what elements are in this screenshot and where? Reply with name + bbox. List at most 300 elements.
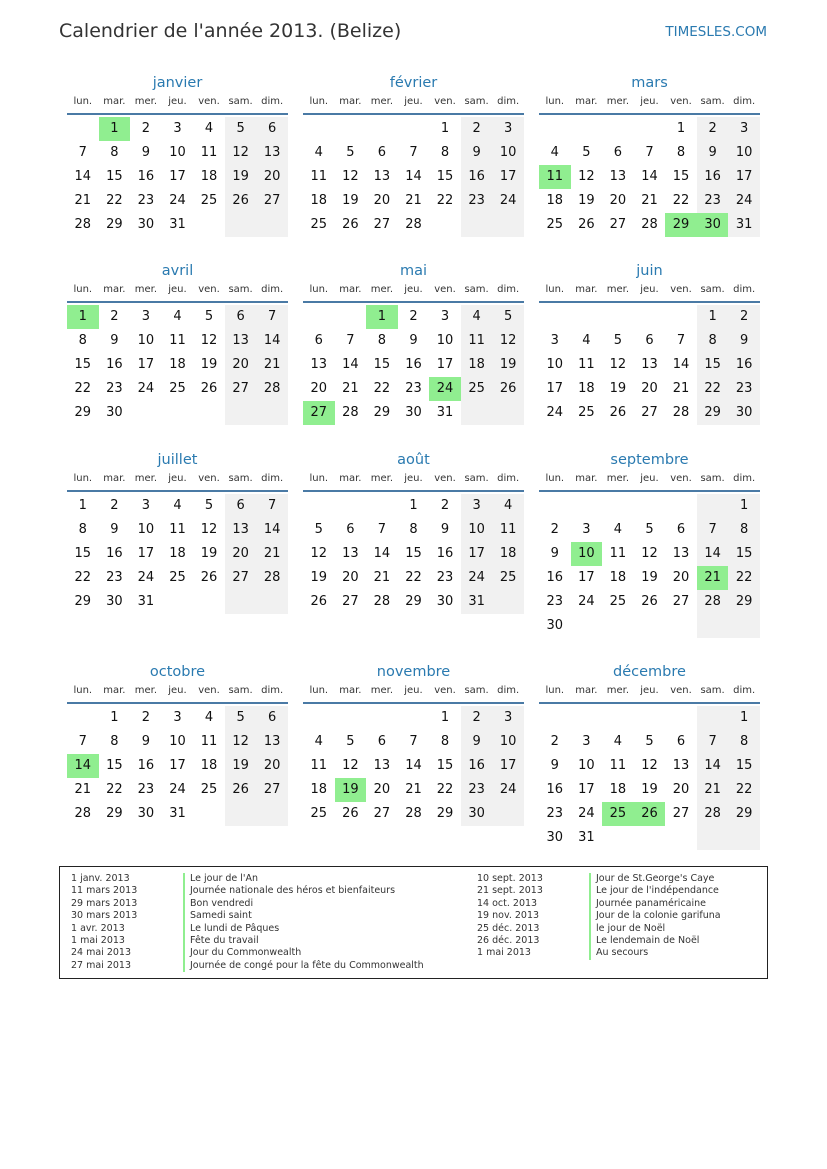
day-cell: 27 — [672, 594, 690, 609]
empty-cell — [492, 802, 524, 826]
day-cell: 23 — [461, 189, 493, 213]
day-cell: 6 — [225, 305, 257, 329]
day-cell: 23 — [546, 594, 564, 609]
day-cell: 4 — [314, 734, 323, 749]
weekday-header — [67, 282, 288, 303]
day-cell: 8 — [440, 734, 450, 749]
day-cell: 27 — [342, 594, 359, 609]
day-cell: 23 — [728, 377, 760, 401]
day-cell: 17 — [169, 758, 186, 773]
day-cell: 1 — [440, 710, 450, 725]
day-cell: 5 — [204, 498, 214, 513]
day-cell: 13 — [342, 546, 359, 561]
holiday-row — [477, 910, 721, 922]
day-cell: 4 — [204, 121, 214, 136]
holiday-name: Samedi saint — [183, 910, 252, 922]
month-6 — [67, 449, 288, 614]
day-cell: 6 — [346, 522, 355, 537]
day-cell: 7 — [645, 145, 654, 160]
day-cell: 11 — [169, 333, 186, 348]
day-cell: 15 — [436, 169, 454, 184]
day-cell: 14 — [373, 546, 391, 561]
weekday-label: ven. — [198, 685, 220, 696]
day-cell: 5 — [346, 734, 355, 749]
month-8 — [539, 449, 760, 638]
day-cell: 13 — [373, 169, 391, 184]
holiday-date: 1 avr. 2013 — [71, 922, 125, 934]
empty-cell — [193, 802, 225, 826]
weekday-label: dim. — [261, 96, 284, 107]
day-cell: 20 — [672, 570, 690, 585]
day-grid — [303, 494, 524, 614]
day-cell: 19 — [578, 193, 595, 208]
day-cell: 4 — [613, 522, 623, 537]
day-cell: 24 — [578, 594, 595, 609]
day-cell: 18 — [310, 193, 328, 208]
empty-cell — [634, 706, 666, 730]
day-cell: 5 — [645, 522, 654, 537]
holiday-day-cell: 26 — [634, 802, 666, 826]
day-cell: 20 — [373, 782, 391, 797]
day-cell: 3 — [173, 121, 182, 136]
day-cell: 25 — [578, 405, 595, 420]
day-cell: 5 — [492, 305, 524, 329]
holiday-row — [477, 885, 721, 897]
holiday-row — [477, 898, 721, 910]
holiday-date: 1 mai 2013 — [71, 934, 125, 946]
day-cell: 17 — [436, 357, 454, 372]
weekday-label: jeu. — [640, 685, 659, 696]
day-cell: 1 — [110, 710, 119, 725]
day-cell: 23 — [405, 381, 422, 396]
day-cell: 24 — [169, 782, 186, 797]
weekday-header — [539, 471, 760, 492]
day-cell: 26 — [342, 217, 359, 232]
day-grid — [303, 305, 524, 425]
day-cell: 7 — [377, 522, 387, 537]
weekday-label: sam. — [700, 284, 725, 295]
day-cell: 22 — [74, 570, 92, 585]
day-cell: 15 — [728, 542, 760, 566]
weekday-label: ven. — [670, 685, 692, 696]
day-cell: 20 — [641, 381, 658, 396]
day-cell: 30 — [546, 830, 564, 845]
empty-cell — [665, 706, 697, 730]
empty-cell — [256, 802, 288, 826]
holiday-name: Jour de St.George's Caye — [589, 873, 714, 885]
day-cell: 10 — [492, 141, 524, 165]
day-cell: 12 — [641, 758, 658, 773]
day-cell: 28 — [256, 377, 288, 401]
day-cell: 5 — [225, 117, 257, 141]
weekday-label: mar. — [339, 685, 362, 696]
day-cell: 9 — [110, 522, 119, 537]
empty-cell — [492, 213, 524, 237]
day-cell: 20 — [225, 353, 257, 377]
day-cell: 19 — [609, 381, 627, 396]
day-cell: 2 — [461, 117, 493, 141]
day-cell: 7 — [409, 145, 418, 160]
day-cell: 21 — [405, 782, 422, 797]
day-cell: 13 — [373, 758, 391, 773]
month-5 — [539, 260, 760, 425]
day-cell: 19 — [342, 193, 359, 208]
day-cell: 2 — [550, 522, 559, 537]
day-cell: 2 — [110, 498, 119, 513]
day-cell: 23 — [106, 570, 123, 585]
day-cell: 4 — [461, 305, 493, 329]
day-cell: 22 — [436, 193, 454, 208]
day-cell: 24 — [546, 405, 564, 420]
empty-cell — [130, 401, 162, 425]
day-cell: 1 — [409, 498, 418, 513]
day-cell: 4 — [314, 145, 323, 160]
day-grid — [303, 706, 524, 826]
day-cell: 21 — [405, 193, 422, 208]
day-cell: 22 — [106, 193, 123, 208]
day-cell: 11 — [609, 546, 627, 561]
month-name: mai — [399, 263, 428, 279]
day-cell: 27 — [641, 405, 658, 420]
day-cell: 5 — [582, 145, 591, 160]
empty-cell — [67, 706, 99, 730]
empty-cell — [571, 494, 603, 518]
month-0 — [67, 72, 288, 237]
day-cell: 16 — [137, 169, 155, 184]
day-cell: 25 — [310, 806, 328, 821]
day-cell: 9 — [461, 141, 493, 165]
day-cell: 28 — [697, 802, 729, 826]
weekday-header — [539, 683, 760, 704]
day-cell: 9 — [141, 145, 151, 160]
day-cell: 22 — [436, 782, 454, 797]
empty-cell — [429, 213, 461, 237]
day-cell: 10 — [492, 730, 524, 754]
day-cell: 19 — [641, 570, 658, 585]
day-cell: 22 — [697, 377, 729, 401]
weekday-label: ven. — [198, 284, 220, 295]
holiday-column-2 — [477, 873, 721, 960]
day-cell: 31 — [728, 213, 760, 237]
day-cell: 28 — [697, 590, 729, 614]
day-cell: 4 — [550, 145, 559, 160]
empty-cell — [665, 494, 697, 518]
day-cell: 2 — [409, 309, 418, 324]
day-cell: 29 — [436, 806, 454, 821]
day-cell: 14 — [641, 169, 658, 184]
day-cell: 3 — [492, 706, 524, 730]
holiday-row — [71, 923, 424, 935]
day-cell: 15 — [436, 758, 454, 773]
weekday-label: ven. — [434, 284, 456, 295]
day-cell: 10 — [461, 518, 493, 542]
weekday-label: mar. — [103, 473, 126, 484]
weekday-label: ven. — [198, 96, 220, 107]
empty-cell — [193, 401, 225, 425]
day-cell: 26 — [641, 594, 658, 609]
day-cell: 19 — [225, 165, 257, 189]
holiday-date: 27 mai 2013 — [71, 959, 132, 971]
day-cell: 15 — [728, 754, 760, 778]
day-cell: 17 — [492, 754, 524, 778]
weekday-label: jeu. — [168, 685, 187, 696]
empty-cell — [634, 117, 666, 141]
day-cell: 31 — [461, 590, 493, 614]
day-cell: 9 — [409, 333, 418, 348]
month-2 — [539, 72, 760, 237]
empty-cell — [697, 494, 729, 518]
day-cell: 6 — [377, 734, 387, 749]
holiday-row — [477, 923, 721, 935]
day-cell: 29 — [728, 802, 760, 826]
day-cell: 15 — [405, 546, 422, 561]
day-cell: 8 — [676, 145, 686, 160]
day-cell: 15 — [697, 353, 729, 377]
day-cell: 11 — [578, 357, 595, 372]
empty-cell — [492, 590, 524, 614]
empty-cell — [303, 494, 335, 518]
day-cell: 29 — [728, 590, 760, 614]
day-grid — [539, 706, 760, 850]
day-cell: 3 — [728, 117, 760, 141]
day-cell: 28 — [373, 594, 391, 609]
day-cell: 3 — [440, 309, 450, 324]
day-cell: 21 — [342, 381, 359, 396]
empty-cell — [398, 706, 430, 730]
weekday-label: lun. — [309, 685, 329, 696]
day-cell: 27 — [256, 778, 288, 802]
day-cell: 2 — [461, 706, 493, 730]
day-cell: 29 — [74, 594, 92, 609]
weekday-label: mer. — [606, 96, 630, 107]
day-cell: 4 — [173, 309, 182, 324]
weekday-label: ven. — [434, 473, 456, 484]
day-cell: 6 — [256, 706, 288, 730]
day-cell: 21 — [74, 782, 92, 797]
day-cell: 9 — [110, 333, 119, 348]
weekday-label: sam. — [228, 284, 253, 295]
day-cell: 20 — [373, 193, 391, 208]
day-cell: 30 — [436, 594, 454, 609]
empty-cell — [335, 706, 367, 730]
day-cell: 29 — [106, 217, 123, 232]
day-cell: 16 — [461, 165, 493, 189]
day-cell: 6 — [676, 522, 686, 537]
day-cell: 14 — [256, 329, 288, 353]
day-cell: 24 — [461, 566, 493, 590]
holiday-day-cell: 14 — [67, 754, 99, 778]
weekday-label: jeu. — [404, 473, 423, 484]
holiday-row — [71, 898, 424, 910]
weekday-label: sam. — [700, 473, 725, 484]
weekday-label: sam. — [700, 685, 725, 696]
weekday-label: mar. — [575, 96, 598, 107]
day-cell: 5 — [645, 734, 654, 749]
weekday-label: sam. — [464, 685, 489, 696]
weekday-label: dim. — [261, 473, 284, 484]
day-cell: 8 — [697, 329, 729, 353]
weekday-label: ven. — [670, 284, 692, 295]
empty-cell — [303, 117, 335, 141]
day-cell: 28 — [672, 405, 690, 420]
day-cell: 23 — [697, 189, 729, 213]
weekday-label: mar. — [103, 284, 126, 295]
day-cell: 18 — [310, 782, 328, 797]
day-cell: 17 — [461, 542, 493, 566]
day-cell: 9 — [728, 329, 760, 353]
weekday-label: jeu. — [168, 473, 187, 484]
empty-cell — [366, 706, 398, 730]
weekday-label: mer. — [134, 284, 158, 295]
weekday-label: dim. — [497, 284, 520, 295]
day-cell: 27 — [225, 377, 257, 401]
day-cell: 10 — [169, 734, 186, 749]
holiday-date: 29 mars 2013 — [71, 897, 138, 909]
empty-cell — [303, 305, 335, 329]
holiday-day-cell: 30 — [697, 213, 729, 237]
day-cell: 24 — [137, 570, 155, 585]
weekday-label: lun. — [545, 284, 565, 295]
day-cell: 11 — [200, 734, 218, 749]
empty-cell — [602, 305, 634, 329]
month-11 — [539, 661, 760, 850]
holiday-day-cell: 19 — [335, 778, 367, 802]
weekday-label: jeu. — [404, 685, 423, 696]
day-cell: 10 — [169, 145, 186, 160]
day-cell: 28 — [256, 566, 288, 590]
day-cell: 4 — [492, 494, 524, 518]
month-name: décembre — [613, 664, 686, 680]
day-cell: 28 — [405, 217, 422, 232]
site-logo-link[interactable]: TIMESLES.COM — [665, 24, 767, 40]
day-cell: 13 — [609, 169, 627, 184]
day-grid — [67, 494, 288, 614]
holiday-day-cell: 1 — [99, 117, 131, 141]
day-cell: 13 — [672, 546, 690, 561]
day-cell: 10 — [436, 333, 454, 348]
day-cell: 6 — [256, 117, 288, 141]
holiday-row — [71, 960, 424, 972]
holiday-day-cell: 24 — [429, 377, 461, 401]
empty-cell — [634, 494, 666, 518]
day-cell: 19 — [225, 754, 257, 778]
day-cell: 12 — [578, 169, 595, 184]
empty-cell — [665, 305, 697, 329]
day-cell: 2 — [550, 734, 559, 749]
day-cell: 11 — [310, 169, 328, 184]
day-cell: 1 — [440, 121, 450, 136]
day-cell: 26 — [578, 217, 595, 232]
day-cell: 18 — [200, 758, 218, 773]
day-grid — [539, 117, 760, 237]
day-cell: 25 — [169, 381, 186, 396]
day-cell: 12 — [641, 546, 658, 561]
day-cell: 3 — [582, 734, 591, 749]
day-cell: 7 — [697, 730, 729, 754]
day-cell: 8 — [728, 730, 760, 754]
day-cell: 19 — [641, 782, 658, 797]
day-cell: 31 — [137, 594, 155, 609]
empty-cell — [539, 305, 571, 329]
day-cell: 1 — [728, 706, 760, 730]
weekday-label: mer. — [370, 284, 394, 295]
weekday-label: lun. — [73, 473, 93, 484]
day-cell: 31 — [169, 806, 186, 821]
month-name: avril — [161, 263, 194, 279]
day-cell: 6 — [613, 145, 623, 160]
day-cell: 3 — [550, 333, 559, 348]
holiday-name: Le jour de l'indépendance — [589, 885, 719, 897]
empty-cell — [366, 494, 398, 518]
day-cell: 9 — [550, 758, 559, 773]
day-cell: 3 — [141, 309, 151, 324]
empty-cell — [335, 494, 367, 518]
empty-cell — [571, 706, 603, 730]
day-cell: 23 — [546, 806, 564, 821]
day-cell: 15 — [106, 169, 123, 184]
empty-cell — [193, 590, 225, 614]
month-name: juin — [636, 263, 663, 279]
day-cell: 19 — [310, 570, 328, 585]
weekday-label: mer. — [370, 96, 394, 107]
empty-cell — [539, 117, 571, 141]
holiday-name: Fête du travail — [183, 935, 259, 947]
empty-cell — [602, 614, 634, 638]
weekday-label: mar. — [575, 284, 598, 295]
day-cell: 26 — [200, 381, 218, 396]
weekday-label: jeu. — [168, 96, 187, 107]
day-cell: 24 — [137, 381, 155, 396]
day-cell: 3 — [461, 494, 493, 518]
holiday-name: le jour de Noël — [589, 923, 665, 935]
weekday-label: mar. — [103, 96, 126, 107]
day-cell: 25 — [492, 566, 524, 590]
month-3 — [67, 260, 288, 425]
day-cell: 14 — [697, 542, 729, 566]
weekday-label: lun. — [309, 473, 329, 484]
weekday-label: dim. — [497, 96, 520, 107]
empty-cell — [697, 614, 729, 638]
weekday-label: sam. — [464, 473, 489, 484]
day-cell: 10 — [728, 141, 760, 165]
weekday-label: ven. — [670, 473, 692, 484]
holiday-date: 1 janv. 2013 — [71, 873, 130, 884]
day-cell: 25 — [169, 570, 186, 585]
weekday-label: lun. — [545, 685, 565, 696]
empty-cell — [225, 401, 257, 425]
empty-cell — [697, 706, 729, 730]
day-cell: 25 — [310, 217, 328, 232]
weekday-header — [67, 471, 288, 492]
empty-cell — [256, 401, 288, 425]
day-cell: 2 — [141, 121, 151, 136]
day-cell: 23 — [137, 193, 155, 208]
holiday-column-1 — [71, 873, 424, 972]
day-cell: 27 — [373, 806, 391, 821]
holiday-row — [71, 947, 424, 959]
empty-cell — [398, 117, 430, 141]
day-cell: 11 — [200, 145, 218, 160]
month-name: janvier — [152, 75, 203, 91]
day-cell: 7 — [78, 145, 87, 160]
empty-cell — [162, 590, 194, 614]
day-cell: 18 — [609, 782, 627, 797]
day-grid — [67, 706, 288, 826]
day-cell: 8 — [78, 333, 87, 348]
day-cell: 16 — [546, 570, 564, 585]
holiday-date: 1 mai 2013 — [477, 947, 531, 959]
holiday-day-cell: 1 — [67, 305, 99, 329]
